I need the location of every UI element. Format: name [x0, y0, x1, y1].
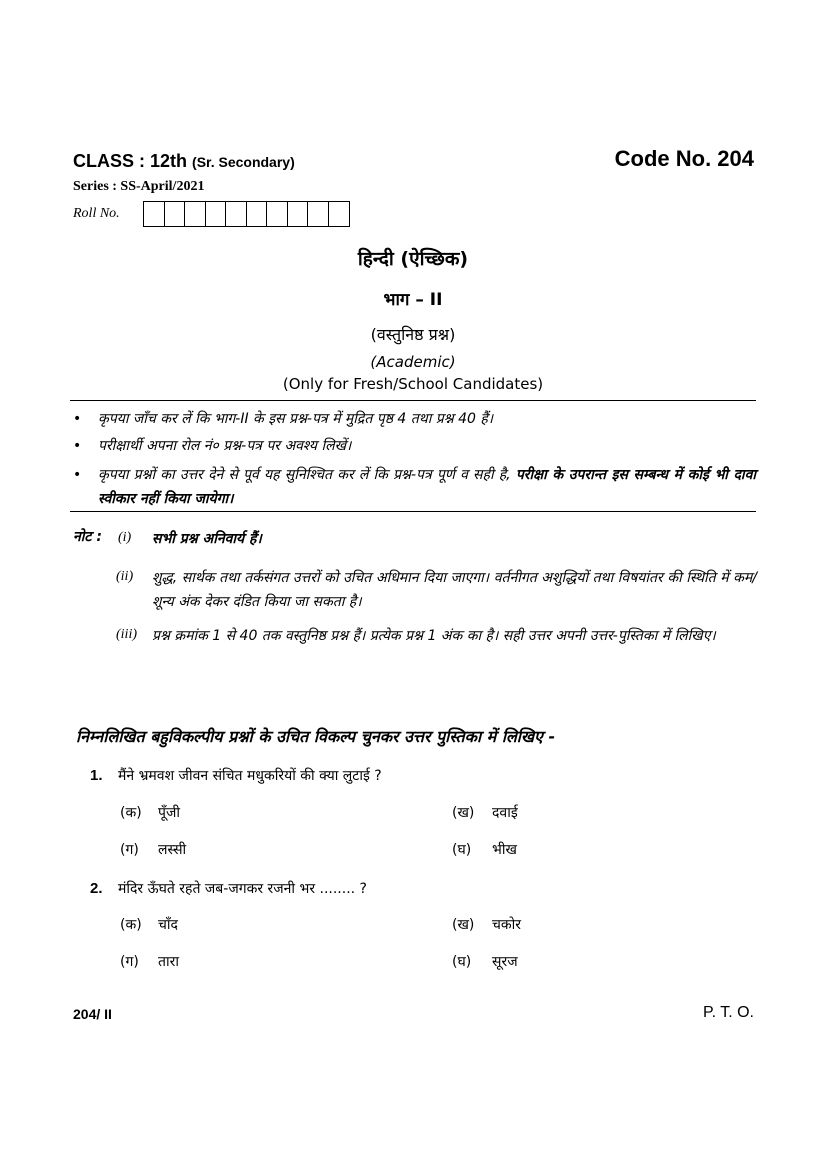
note-3-number: (iii)	[116, 627, 137, 642]
question-1-text: मैंने भ्रमवश जीवन संचित मधुकरियों की क्या लुटाई ?	[118, 768, 382, 784]
option-text: भीख	[492, 842, 517, 858]
part-title: भाग – II	[383, 290, 443, 310]
roll-no-cell[interactable]	[185, 202, 206, 226]
footer-code: 204/ II	[73, 1006, 112, 1022]
option-text: पूँजी	[158, 805, 180, 821]
note-1-number: (i)	[118, 530, 132, 545]
class-label: CLASS : 12th	[73, 151, 188, 171]
bullet-text	[98, 463, 756, 511]
option-label: (क)	[120, 805, 142, 821]
option-text: दवाई	[492, 805, 518, 821]
divider-top	[70, 400, 756, 401]
note-2-text: शुद्ध, सार्थक तथा तर्कसंगत उत्तरों को उचित अधिमान दिया जाएगा। वर्तनीगत अशुद्धियों तथा विषयांतर की स्थिति में कम/शून्य अंक देकर दंडित किया जा सकता है।	[152, 570, 757, 610]
option-label: (घ)	[452, 842, 472, 858]
option-text: सूरज	[492, 954, 518, 970]
code-number: Code No. 204	[614, 146, 754, 171]
question-2-text: मंदिर ऊँघते रहते जब-जगकर रजनी भर ........ ?	[118, 881, 367, 897]
bullet-icon: •	[73, 438, 82, 454]
option-text: लस्सी	[158, 842, 187, 858]
option-label: (घ)	[452, 954, 472, 970]
option-label: (ग)	[120, 842, 139, 858]
bullet-text: परीक्षार्थी अपना रोल नं० प्रश्न-पत्र पर अवश्य लिखें।	[98, 438, 352, 454]
subject-title: हिन्दी (ऐच्छिक)	[357, 248, 469, 270]
bullet-text-bold: परीक्षा के उपरान्त इस सम्बन्ध में कोई भी दावा स्वीकार नहीं किया जायेगा।	[98, 467, 756, 507]
section-instruction: निम्नलिखित बहुविकल्पीय प्रश्नों के उचित विकल्प चुनकर उत्तर पुस्तिका में लिखिए -	[76, 727, 556, 746]
divider-bottom	[70, 511, 756, 512]
bullet-icon: •	[73, 411, 82, 427]
footer-pto: P. T. O.	[703, 1004, 754, 1021]
option-text: चाँद	[158, 917, 178, 933]
note-3-text: प्रश्न क्रमांक 1 से 40 तक वस्तुनिष्ठ प्रश्न हैं। प्रत्येक प्रश्न 1 अंक का है। सही उत्तर अपनी उत्तर-पुस्तिका में लिखिए।	[152, 628, 716, 644]
class-sub: (Sr. Secondary)	[192, 154, 295, 170]
roll-no-boxes[interactable]	[143, 201, 350, 227]
bullet-text: कृपया जाँच कर लें कि भाग-II के इस प्रश्न-पत्र में मुद्रित पृष्ठ 4 तथा प्रश्न 40 हैं।	[98, 411, 494, 427]
roll-no-cell[interactable]	[206, 202, 227, 226]
instruction-bullet-2	[73, 434, 756, 458]
note-label: नोट :	[73, 529, 102, 545]
note-2-number: (ii)	[116, 569, 134, 584]
class-heading	[73, 151, 295, 172]
note-1-text: सभी प्रश्न अनिवार्य हैं।	[152, 531, 262, 547]
roll-no-cell[interactable]	[144, 202, 165, 226]
roll-no-cell[interactable]	[329, 202, 350, 226]
option-label: (ख)	[452, 805, 475, 821]
paper-type: (वस्तुनिष्ठ प्रश्न)	[370, 325, 456, 344]
option-label: (ख)	[452, 917, 475, 933]
option-label: (ग)	[120, 954, 139, 970]
stream-label: (Academic)	[370, 353, 456, 371]
question-2-number: 2.	[90, 880, 103, 897]
roll-no-cell[interactable]	[308, 202, 329, 226]
bullet-icon: •	[73, 467, 82, 483]
candidates-label: (Only for Fresh/School Candidates)	[282, 375, 544, 393]
series-label: Series : SS-April/2021	[73, 179, 205, 194]
roll-no-cell[interactable]	[165, 202, 186, 226]
option-text: तारा	[158, 954, 179, 970]
bullet-text-normal: कृपया प्रश्नों का उत्तर देने से पूर्व यह सुनिश्चित कर लें कि प्रश्न-पत्र पूर्ण व सही है,	[98, 467, 516, 483]
instruction-bullet-1	[73, 407, 756, 431]
instruction-bullet-3	[73, 463, 756, 511]
option-text: चकोर	[492, 917, 521, 933]
roll-no-cell[interactable]	[267, 202, 288, 226]
roll-no-cell[interactable]	[247, 202, 268, 226]
question-1-number: 1.	[90, 767, 103, 784]
roll-no-cell[interactable]	[226, 202, 247, 226]
roll-no-label: Roll No.	[73, 206, 120, 221]
option-label: (क)	[120, 917, 142, 933]
roll-no-cell[interactable]	[288, 202, 309, 226]
